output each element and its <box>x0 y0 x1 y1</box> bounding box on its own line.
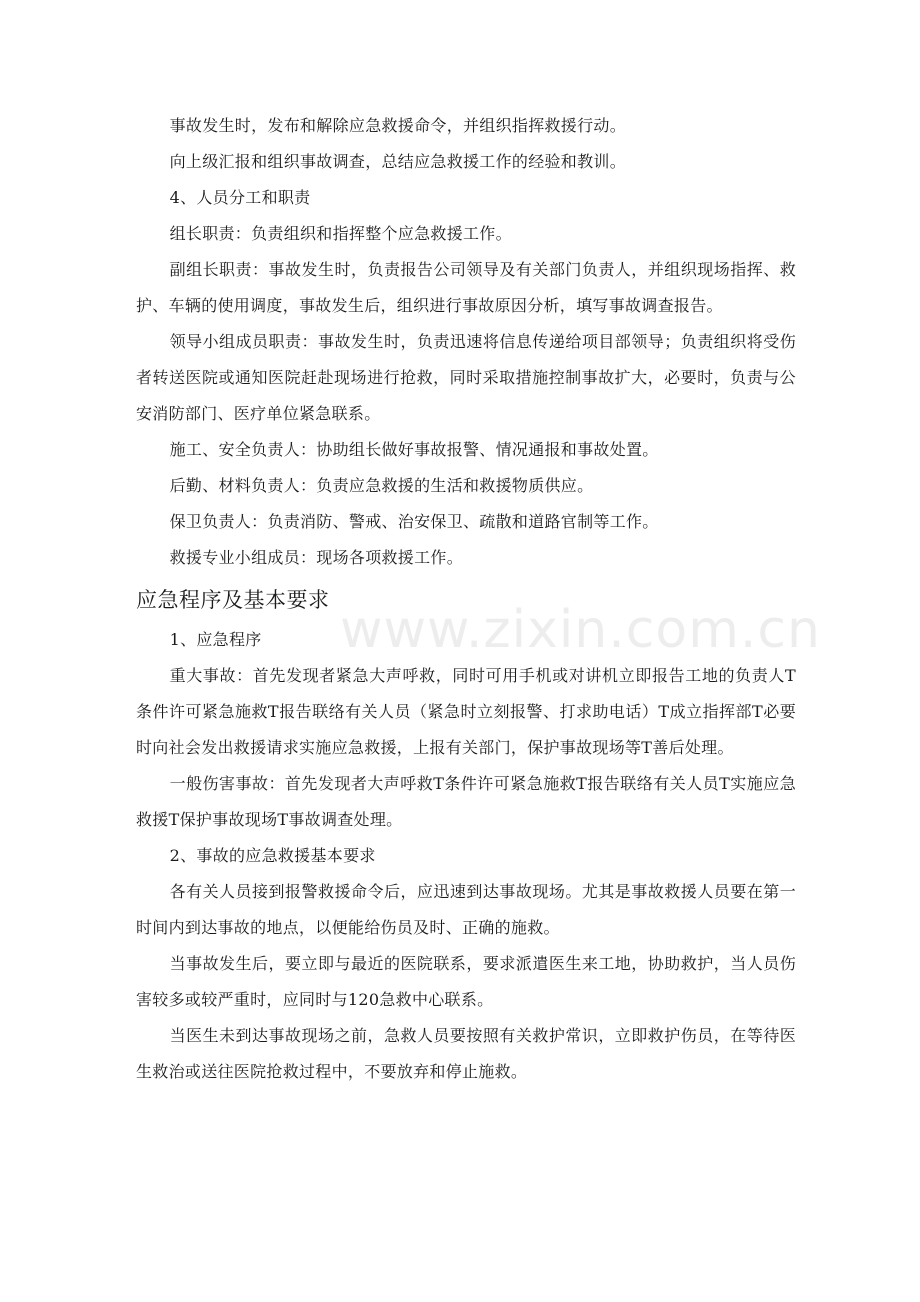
paragraph-leader-duties: 组长职责：负责组织和指挥整个应急救援工作。 <box>169 224 512 243</box>
paragraph-rescue-team-duties: 救援专业小组成员：现场各项救援工作。 <box>169 548 463 567</box>
paragraph-security-lead-duties: 保卫负责人：负责消防、警戒、治安保卫、疏散和道路官制等工作。 <box>169 512 659 531</box>
subheading-division-of-duties: 4、人员分工和职责 <box>169 188 311 207</box>
section-title-emergency-procedures: 应急程序及基本要求 <box>136 588 330 612</box>
paragraph-major-accident: 重大事故：首先发现者紧急大声呼救，同时可用手机或对讲机立即报告工地的负责人T条件许可紧急施救T报告联络有关人员（紧急时立刻报警、打求助电话）T成立指挥部T必要时向社会发出救援请求实施应急救援，上报有关部门，保护事故现场等T善后处理。 <box>136 666 796 757</box>
paragraph-general-injury: 一般伤害事故：首先发现者大声呼救T条件许可紧急施救T报告联络有关人员T实施应急救援T保护事故现场T事故调查处理。 <box>136 774 796 829</box>
document-body <box>136 108 796 1090</box>
watermark: www.zixin.com.cn <box>340 600 821 660</box>
subheading-basic-requirements: 2、事故的应急救援基本要求 <box>169 846 376 865</box>
paragraph-report-upward: 向上级汇报和组织事故调查，总结应急救援工作的经验和教训。 <box>169 152 626 171</box>
paragraph-logistics-lead-duties: 后勤、材料负责人：负责应急救援的生活和救援物质供应。 <box>169 476 594 495</box>
subheading-emergency-procedure: 1、应急程序 <box>169 630 262 649</box>
paragraph-first-aid: 当医生未到达事故现场之前，急救人员要按照有关救护常识，立即救护伤员，在等待医生救治或送往医院抢救过程中，不要放弃和停止施救。 <box>136 1026 796 1081</box>
paragraph-group-member-duties: 领导小组成员职责：事故发生时，负责迅速将信息传递给项目部领导；负责组织将受伤者转送医院或通知医院赶赴现场进行抢救，同时采取措施控制事故扩大，必要时，负责与公安消防部门、医疗单位紧急联系。 <box>136 332 796 423</box>
paragraph-contact-hospital: 当事故发生后，要立即与最近的医院联系，要求派遣医生来工地，协助救护，当人员伤害较多或较严重时，应同时与120急救中心联系。 <box>136 954 796 1009</box>
paragraph-deputy-leader-duties: 副组长职责：事故发生时，负责报告公司领导及有关部门负责人，并组织现场指挥、救护、车辆的使用调度，事故发生后，组织进行事故原因分析，填写事故调查报告。 <box>136 260 796 315</box>
paragraph-issue-orders: 事故发生时，发布和解除应急救援命令，并组织指挥救援行动。 <box>169 116 626 135</box>
paragraph-arrive-at-scene: 各有关人员接到报警救援命令后，应迅速到达事故现场。尤其是事故救援人员要在第一时间内到达事故的地点，以便能给伤员及时、正确的施救。 <box>136 882 796 937</box>
paragraph-safety-lead-duties: 施工、安全负责人：协助组长做好事故报警、情况通报和事故处置。 <box>169 440 659 459</box>
